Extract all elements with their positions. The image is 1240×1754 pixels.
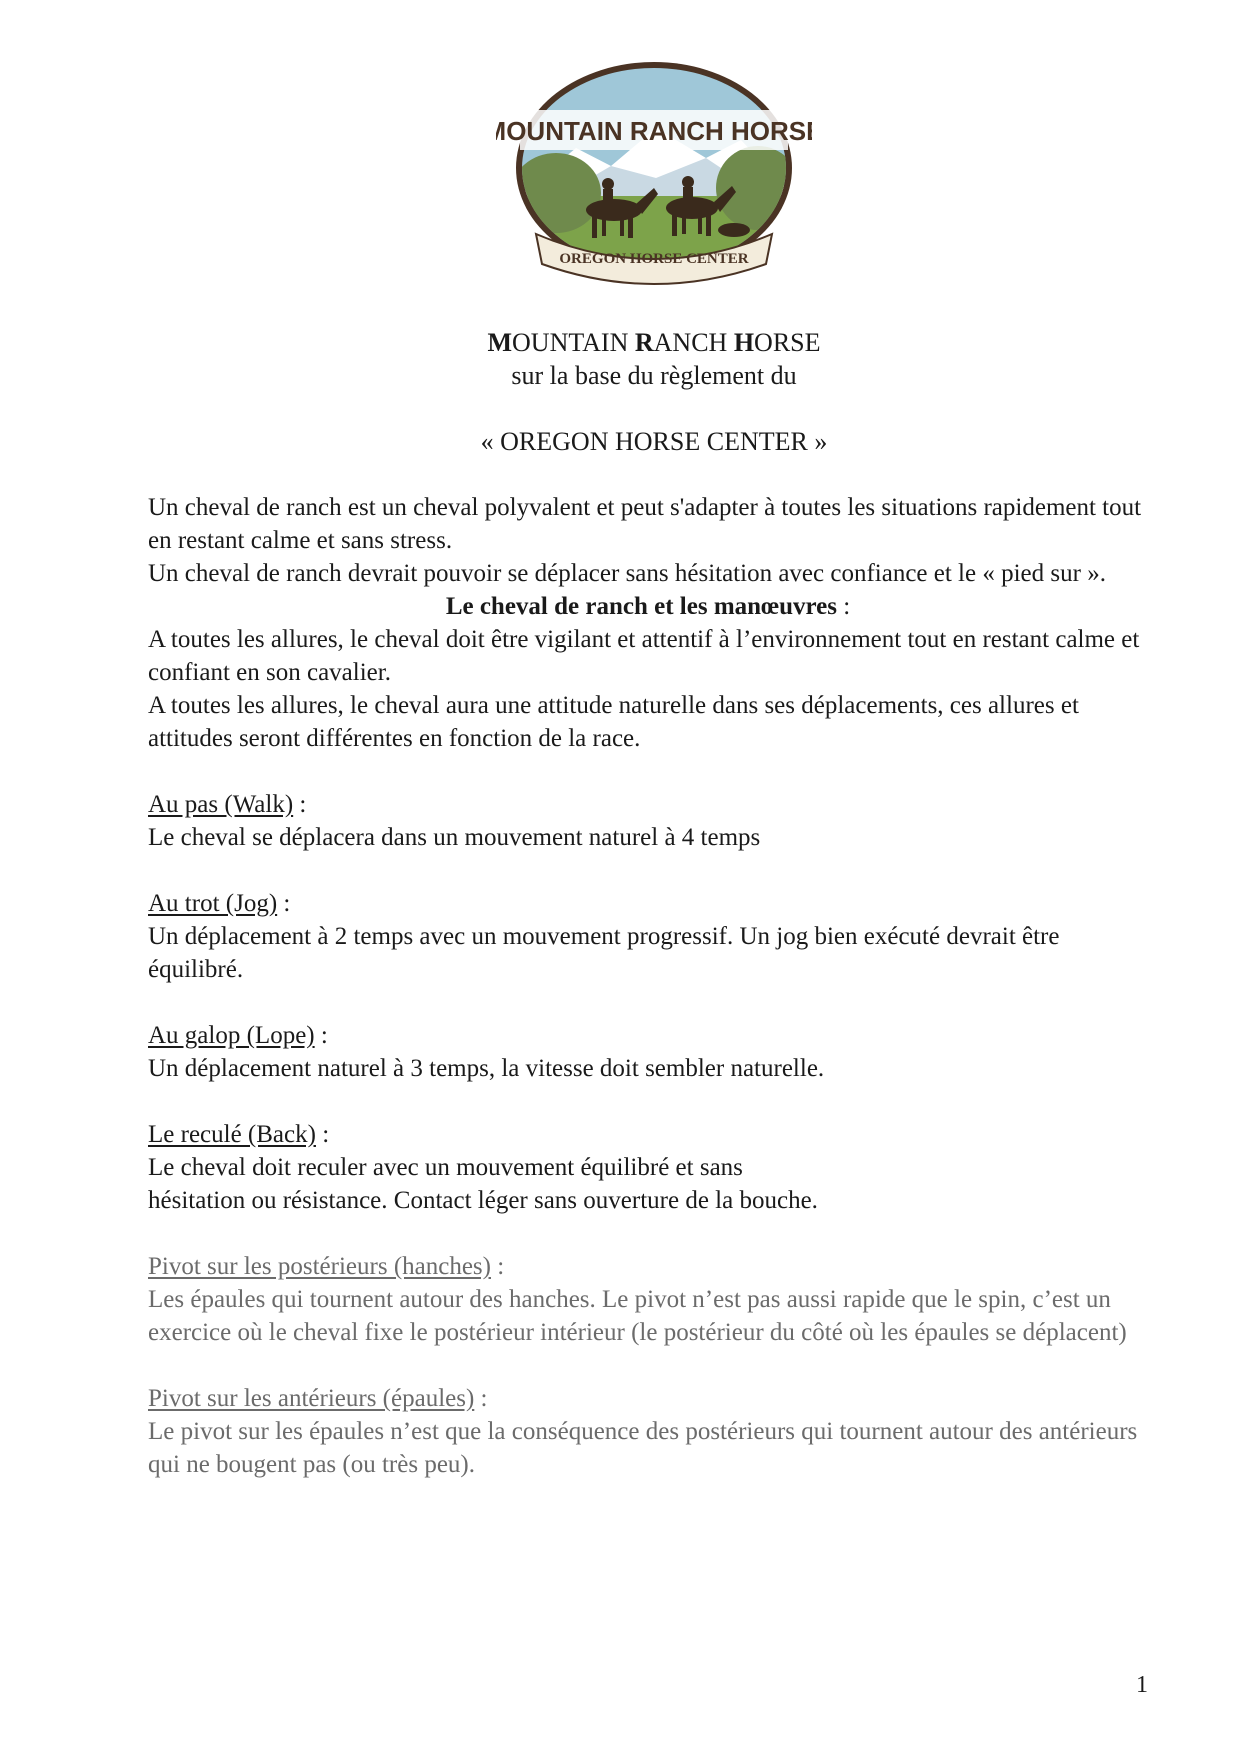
maneuvers-heading-colon: : — [836, 593, 851, 620]
forehand-pivot-description: Le pivot sur les épaules n’est que la conséquence des postérieurs qui tournent autour des antérieurs qui ne bougent pas (ou très peu). — [148, 1418, 1138, 1478]
hindquarter-pivot-description: Les épaules qui tournent autour des hanches. Le pivot n’est pas aussi rapide que le spin, c’est un exercice où le cheval fixe le postérieur intérieur (le postérieur du côté où les épaules se déplacent) — [148, 1286, 1127, 1346]
title-initial-h: H — [733, 328, 755, 357]
forehand-pivot-label: Pivot sur les antérieurs (épaules) — [148, 1385, 475, 1412]
title-word-horse: ORSE — [754, 328, 821, 357]
lope-label-colon: : — [314, 1022, 328, 1049]
title-initial-m: M — [487, 328, 513, 357]
maneuvers-section-heading — [148, 590, 1148, 623]
back-description-line-1: Le cheval doit reculer avec un mouvement équilibré et sans — [148, 1154, 743, 1181]
title-word-mountain: OUNTAIN — [512, 328, 635, 357]
walk-label-colon: : — [293, 791, 307, 818]
walk-description: Le cheval se déplacera dans un mouvement naturel à 4 temps — [148, 824, 761, 851]
logo-title-text: MOUNTAIN RANCH HORSE — [496, 116, 812, 146]
lope-label: Au galop (Lope) — [148, 1022, 315, 1049]
back-label: Le reculé (Back) — [148, 1121, 316, 1148]
intro-paragraph-1: Un cheval de ranch est un cheval polyvalent et peut s'adapter à toutes les situations rapidement tout en restant calme et sans stress. — [148, 494, 1142, 554]
page-number: 1 — [1136, 1672, 1148, 1698]
jog-item — [148, 887, 1148, 986]
gaits-paragraph-2: A toutes les allures, le cheval aura une attitude naturelle dans ses déplacements, ces allures et attitudes seront différentes en fonction de la race. — [148, 692, 1079, 752]
logo-banner-text: OREGON HORSE CENTER — [559, 251, 749, 267]
walk-item — [148, 788, 1148, 854]
back-description-line-2: hésitation ou résistance. Contact léger sans ouverture de la bouche. — [148, 1187, 818, 1214]
lope-description: Un déplacement naturel à 3 temps, la vitesse doit sembler naturelle. — [148, 1055, 825, 1082]
document-body — [148, 491, 1148, 1481]
hindquarter-pivot-label: Pivot sur les postérieurs (hanches) — [148, 1253, 491, 1280]
document-title — [0, 326, 1240, 359]
maneuvers-heading-text: Le cheval de ranch et les manœuvres — [445, 593, 837, 620]
forehand-pivot-item — [148, 1382, 1148, 1481]
document-subtitle: sur la base du règlement du — [511, 361, 797, 390]
mountain-ranch-horse-logo — [496, 58, 812, 294]
back-label-colon: : — [315, 1121, 330, 1148]
hindquarter-pivot-item — [148, 1250, 1148, 1349]
forehand-pivot-label-colon: : — [474, 1385, 488, 1412]
jog-label: Au trot (Jog) — [148, 890, 278, 917]
logo-graphic — [496, 58, 812, 294]
lope-item — [148, 1019, 1148, 1085]
jog-label-colon: : — [277, 890, 291, 917]
walk-label: Au pas (Walk) — [148, 791, 294, 818]
intro-paragraph-2: Un cheval de ranch devrait pouvoir se déplacer sans hésitation avec confiance et le « pied sur ». — [148, 560, 1106, 587]
hindquarter-pivot-label-colon: : — [490, 1253, 505, 1280]
title-initial-r: R — [634, 328, 654, 357]
jog-description: Un déplacement à 2 temps avec un mouvement progressif. Un jog bien exécuté devrait être équilibré. — [148, 923, 1060, 983]
gaits-paragraph-1: A toutes les allures, le cheval doit être vigilant et attentif à l’environnement tout en restant calme et confiant en son cavalier. — [148, 626, 1140, 686]
back-item — [148, 1118, 1148, 1217]
title-word-ranch: ANCH — [653, 328, 734, 357]
oregon-horse-center-heading: « OREGON HORSE CENTER » — [480, 427, 828, 456]
